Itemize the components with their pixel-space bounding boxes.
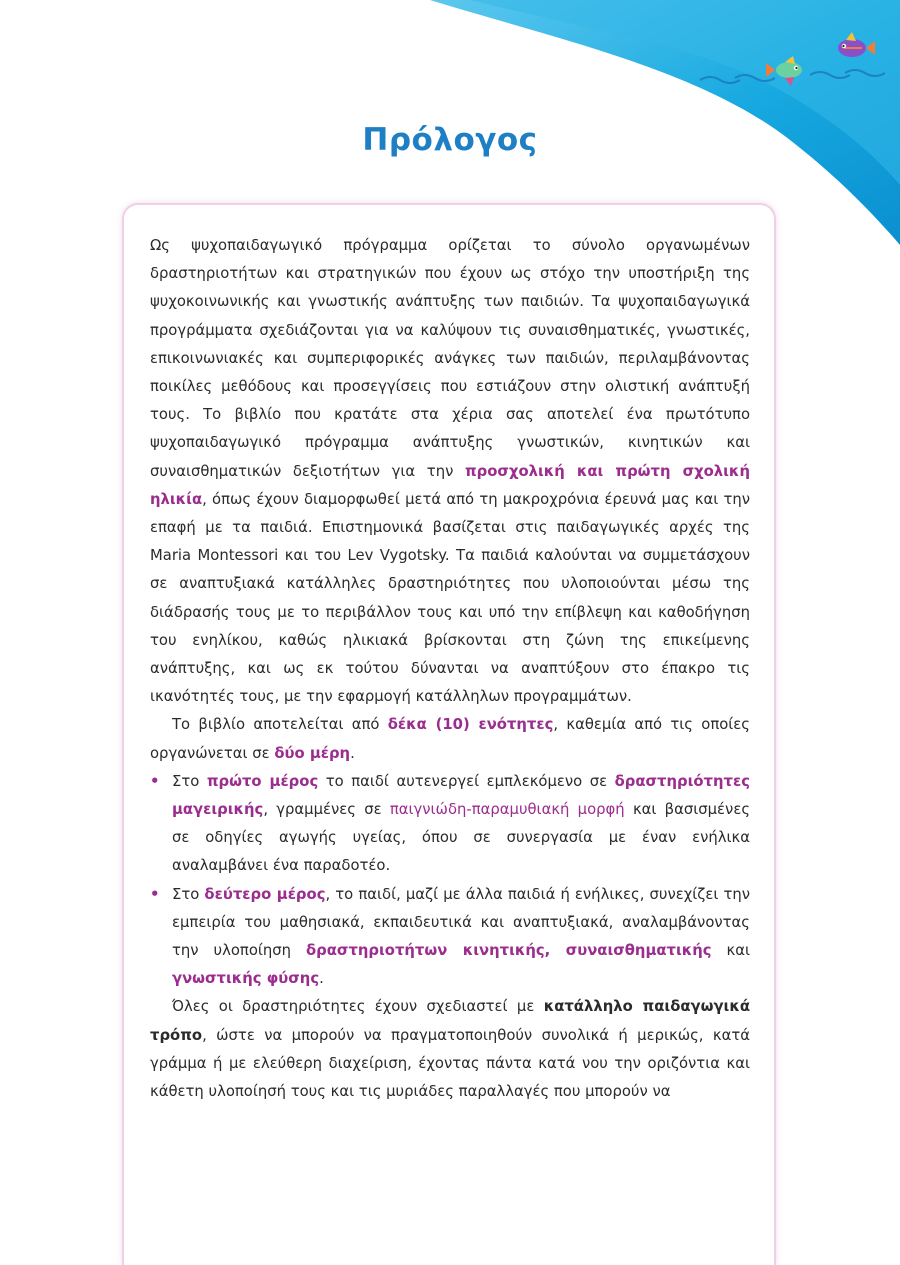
bullet-icon: • bbox=[150, 885, 160, 903]
list-text: και bbox=[711, 942, 751, 960]
highlight-first-part: πρώτο μέρος bbox=[206, 772, 319, 790]
paragraph-text: Όλες οι δραστηριότητες έχουν σχεδιαστεί με bbox=[172, 998, 544, 1016]
list-text: και βασισμένες σε οδηγίες αγωγής υγείας, όπου σε συνεργασία με έναν ενήλικα αναλαμβάνει ένα παραδοτέο. bbox=[172, 801, 751, 875]
highlight-second-part: δεύτερο μέρος bbox=[204, 885, 326, 903]
paragraph-text: , καθεμία από τις οποίες οργανώνεται σε bbox=[150, 716, 750, 762]
highlight-activities: δραστηριοτήτων κινητικής, συναισθηματικής bbox=[306, 942, 712, 960]
paragraph-text: . bbox=[350, 744, 355, 762]
paragraph-text: Το βιβλίο αποτελείται από bbox=[172, 716, 388, 734]
list-item bbox=[150, 881, 750, 994]
highlight-cooking: δραστηριότητες μαγειρικής bbox=[172, 772, 750, 819]
list-text: , γραμμένες σε bbox=[263, 801, 390, 819]
paragraph-text: Ως ψυχοπαιδαγωγικό πρόγραμμα ορίζεται το σύνολο οργανωμένων δραστηριοτήτων και στρατηγικών που έχουν ως στόχο την υποστήριξη της ψυχοκοινωνικής και γνωστικής ανάπτυξης των παιδιών. Τα ψυχοπαιδαγωγικά προγράμματα σχεδιάζονται για να καλύψουν τις συναισθηματικές, γνωστικές, επικοινωνιακές και συμπεριφορικές ανάγκες των παιδιών, περιλαμβάνοντας ποικίλες μεθόδους και προσεγγίσεις που εστιάζουν στην ολιστική ανάπτυξή τους. Το βιβλίο που κρατάτε στα χέρια σας αποτελεί ένα πρωτότυπο ψυχοπαιδαγωγικό πρόγραμμα ανάπτυξης γνωστικών, κινητικών και συναισθηματικών δεξιοτήτων για την bbox=[150, 237, 750, 480]
highlight-cognitive: γνωστικής φύσης bbox=[172, 970, 320, 988]
highlight-storytelling: παιγνιώδη-παραμυθιακή μορφή bbox=[389, 801, 625, 819]
list-text: Στο bbox=[172, 885, 205, 903]
paragraph-text: , όπως έχουν διαμορφωθεί μετά από τη μακροχρόνια έρευνά μας και την επαφή με τα παιδιά. Επιστημονικά βασίζεται στις παιδαγωγικές αρχές της Maria Montessori και του Lev Vygotsky. Τα παιδιά καλούνται να συμμετάσχουν σε αναπτυξιακά κατάλληλες δραστηριότητες που υλοποιούνται μέσω της διάδρασής τους με το περιβάλλον τους και υπό την επίβλεψη και καθοδήγηση του ενηλίκου, καθώς ηλικιακά βρίσκονται στη ζώνη της επικείμενης ανάπτυξης, και ως εκ τούτου δύνανται να αναπτύξουν στο έπακρο τις ικανότητές τους, με την εφαρμογή κατάλληλων προγραμμάτων. bbox=[150, 490, 750, 706]
paragraph-text: , ώστε να μπορούν να πραγματοποιηθούν συνολικά ή μερικώς, κατά γράμμα ή με ελεύθερη διαχείριση, έχοντας πάντα κατά νου την οριζόντια και κάθετη υλοποίησή τους και τις μυριάδες παραλλαγές που μπορούν να bbox=[150, 1026, 750, 1101]
page-title: Πρόλογος bbox=[362, 122, 538, 158]
structure-paragraph bbox=[150, 711, 750, 767]
emphasis-method: κατάλληλο παιδαγωγικά τρόπο bbox=[150, 998, 750, 1044]
list-text: το παιδί αυτενεργεί εμπλεκόμενο σε bbox=[318, 772, 615, 790]
closing-paragraph bbox=[150, 993, 750, 1106]
prologue-body bbox=[150, 232, 750, 1106]
list-text: Στο bbox=[172, 772, 207, 790]
highlight-units: δέκα (10) ενότητες bbox=[387, 716, 554, 734]
list-text: . bbox=[319, 970, 324, 988]
list-text: , το παιδί, μαζί με άλλα παιδιά ή ενήλικες, συνεχίζει την εμπειρία του μαθησιακά, εκπαιδευτικά και αναπτυξιακά, αναλαμβάνοντας την υλοποίηση bbox=[172, 885, 751, 960]
intro-paragraph bbox=[150, 232, 750, 711]
highlight-age-group: προσχολική και πρώτη σχολική ηλικία bbox=[150, 462, 750, 508]
highlight-parts: δύο μέρη bbox=[274, 744, 351, 762]
list-item bbox=[150, 768, 750, 881]
bullet-icon: • bbox=[150, 772, 160, 790]
